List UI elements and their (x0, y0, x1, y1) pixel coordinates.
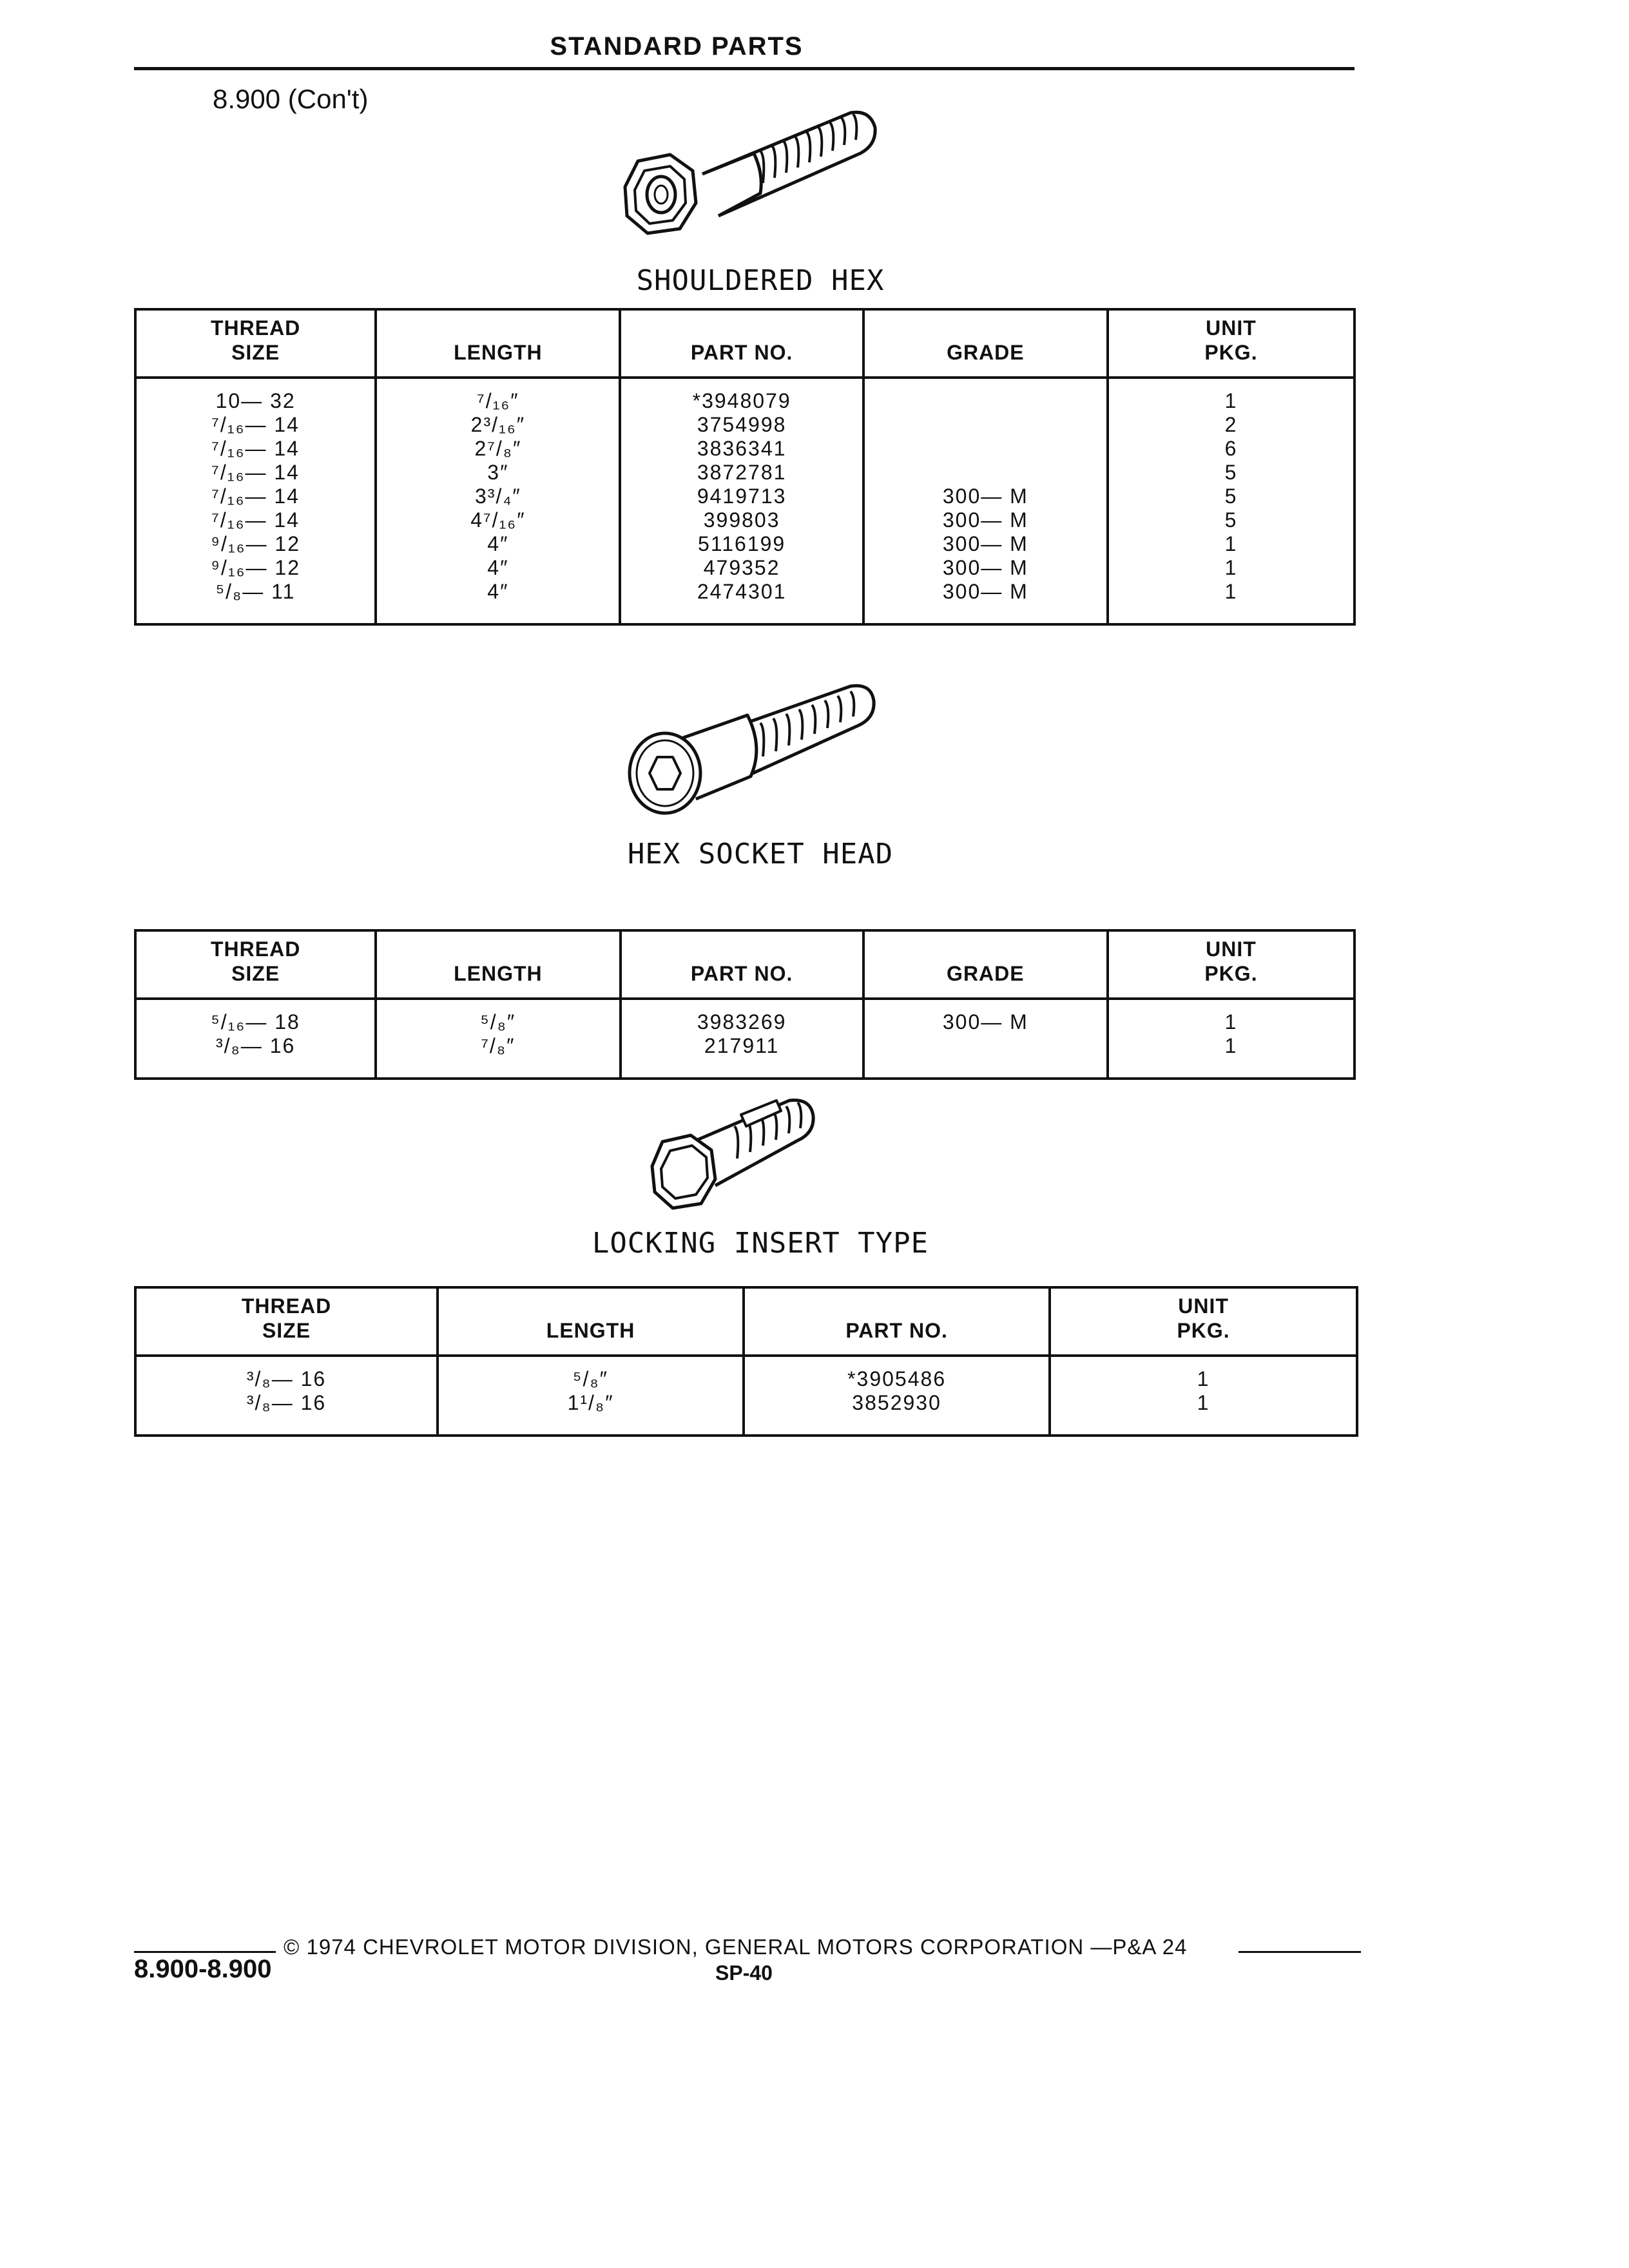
length-cell: 4⁷/₁₆″ (376, 508, 620, 532)
hex-socket-head-bolt-icon (619, 670, 889, 831)
grade-cell (863, 437, 1108, 461)
unit-pkg-cell: 1 (1108, 378, 1354, 413)
unit-pkg-cell: 1 (1108, 1034, 1354, 1079)
thread-size-cell: ⁷/₁₆— 14 (135, 485, 376, 508)
length-cell: ⁷/₁₆″ (376, 378, 620, 413)
table-row (135, 413, 1354, 437)
table-row (135, 485, 1354, 508)
part-no-cell: 3836341 (620, 437, 863, 461)
grade-cell: 300— M (863, 485, 1108, 508)
table-header-row (135, 309, 1354, 378)
thread-size-cell: ⁷/₁₆— 14 (135, 437, 376, 461)
header-length: LENGTH (376, 930, 620, 999)
page-number: SP-40 (715, 1961, 773, 1984)
header-part-no: PART NO. (621, 930, 863, 999)
page-range: 8.900-8.900 (134, 1955, 272, 1983)
thread-size-cell: 10— 32 (135, 378, 376, 413)
thread-size-cell: ⁹/₁₆— 12 (135, 532, 376, 556)
part-no-cell: 3983269 (621, 999, 863, 1034)
thread-size-cell: ⁷/₁₆— 14 (135, 413, 376, 437)
unit-pkg-cell: 5 (1108, 485, 1354, 508)
part-no-cell: 3852930 (744, 1391, 1050, 1436)
table-header-row (135, 1287, 1357, 1356)
shouldered-hex-table (134, 308, 1356, 626)
part-no-cell: *3905486 (744, 1356, 1050, 1391)
unit-pkg-cell: 1 (1108, 999, 1354, 1034)
header-length: LENGTH (438, 1287, 744, 1356)
length-cell: 4″ (376, 556, 620, 580)
grade-cell (863, 1034, 1108, 1079)
unit-pkg-cell: 1 (1108, 532, 1354, 556)
table-row (135, 437, 1354, 461)
grade-cell (863, 378, 1108, 413)
thread-size-cell: ⁵/₁₆— 18 (135, 999, 376, 1034)
unit-pkg-cell: 1 (1050, 1391, 1357, 1436)
thread-size-cell: ⁵/₈— 11 (135, 580, 376, 624)
locking-insert-caption: LOCKING INSERT TYPE (592, 1227, 929, 1260)
unit-pkg-cell: 1 (1050, 1356, 1357, 1391)
table-header-row (135, 930, 1354, 999)
grade-cell (863, 413, 1108, 437)
table-row (135, 378, 1354, 413)
grade-cell: 300— M (863, 532, 1108, 556)
table-row (135, 461, 1354, 485)
part-no-cell: *3948079 (620, 378, 863, 413)
grade-cell: 300— M (863, 580, 1108, 624)
header-unit-pkg: UNIT PKG. (1108, 309, 1354, 378)
thread-size-cell: ³/₈— 16 (135, 1391, 438, 1436)
grade-cell: 300— M (863, 999, 1108, 1034)
table-row (135, 999, 1354, 1034)
page-header-title: STANDARD PARTS (550, 32, 804, 61)
unit-pkg-cell: 5 (1108, 461, 1354, 485)
header-unit-pkg: UNIT PKG. (1050, 1287, 1357, 1356)
part-no-cell: 3754998 (620, 413, 863, 437)
locking-insert-bolt-icon (644, 1089, 825, 1218)
length-cell: 4″ (376, 532, 620, 556)
part-no-cell: 3872781 (620, 461, 863, 485)
part-no-cell: 5116199 (620, 532, 863, 556)
header-thread-size: THREAD SIZE (135, 1287, 438, 1356)
table-row (135, 556, 1354, 580)
part-no-cell: 217911 (621, 1034, 863, 1079)
header-rule (134, 67, 1354, 70)
unit-pkg-cell: 2 (1108, 413, 1354, 437)
part-no-cell: 9419713 (620, 485, 863, 508)
part-no-cell: 2474301 (620, 580, 863, 624)
length-cell: ⁵/₈″ (376, 999, 620, 1034)
header-length: LENGTH (376, 309, 620, 378)
header-unit-pkg: UNIT PKG. (1108, 930, 1354, 999)
shouldered-hex-caption: SHOULDERED HEX (636, 264, 885, 297)
table-row (135, 1391, 1357, 1436)
thread-size-cell: ³/₈— 16 (135, 1034, 376, 1079)
length-cell: 3″ (376, 461, 620, 485)
thread-size-cell: ⁷/₁₆— 14 (135, 508, 376, 532)
header-part-no: PART NO. (744, 1287, 1050, 1356)
thread-size-cell: ³/₈— 16 (135, 1356, 438, 1391)
header-part-no: PART NO. (620, 309, 863, 378)
hex-socket-head-caption: HEX SOCKET HEAD (627, 838, 894, 870)
thread-size-cell: ⁷/₁₆— 14 (135, 461, 376, 485)
unit-pkg-cell: 1 (1108, 556, 1354, 580)
header-grade: GRADE (863, 309, 1108, 378)
shouldered-hex-bolt-icon (606, 84, 902, 264)
length-cell: 1¹/₈″ (438, 1391, 744, 1436)
header-thread-size: THREAD SIZE (135, 309, 376, 378)
table-row (135, 1034, 1354, 1079)
length-cell: 3³/₄″ (376, 485, 620, 508)
length-cell: 4″ (376, 580, 620, 624)
length-cell: ⁷/₈″ (376, 1034, 620, 1079)
part-no-cell: 399803 (620, 508, 863, 532)
unit-pkg-cell: 1 (1108, 580, 1354, 624)
unit-pkg-cell: 6 (1108, 437, 1354, 461)
thread-size-cell: ⁹/₁₆— 12 (135, 556, 376, 580)
copyright-notice: © 1974 CHEVROLET MOTOR DIVISION, GENERAL MOTORS CORPORATION —P&A 24 (284, 1935, 1188, 1959)
table-row (135, 1356, 1357, 1391)
footer-rule-left (134, 1951, 276, 1953)
section-reference: 8.900 (Con't) (213, 84, 369, 114)
table-row (135, 580, 1354, 624)
table-row (135, 532, 1354, 556)
part-no-cell: 479352 (620, 556, 863, 580)
header-thread-size: THREAD SIZE (135, 930, 376, 999)
length-cell: ⁵/₈″ (438, 1356, 744, 1391)
grade-cell: 300— M (863, 508, 1108, 532)
hex-socket-head-table (134, 929, 1356, 1080)
locking-insert-table (134, 1286, 1358, 1437)
length-cell: 2³/₁₆″ (376, 413, 620, 437)
unit-pkg-cell: 5 (1108, 508, 1354, 532)
header-grade: GRADE (863, 930, 1108, 999)
grade-cell: 300— M (863, 556, 1108, 580)
table-row (135, 508, 1354, 532)
footer-rule-right (1239, 1951, 1361, 1953)
length-cell: 2⁷/₈″ (376, 437, 620, 461)
grade-cell (863, 461, 1108, 485)
